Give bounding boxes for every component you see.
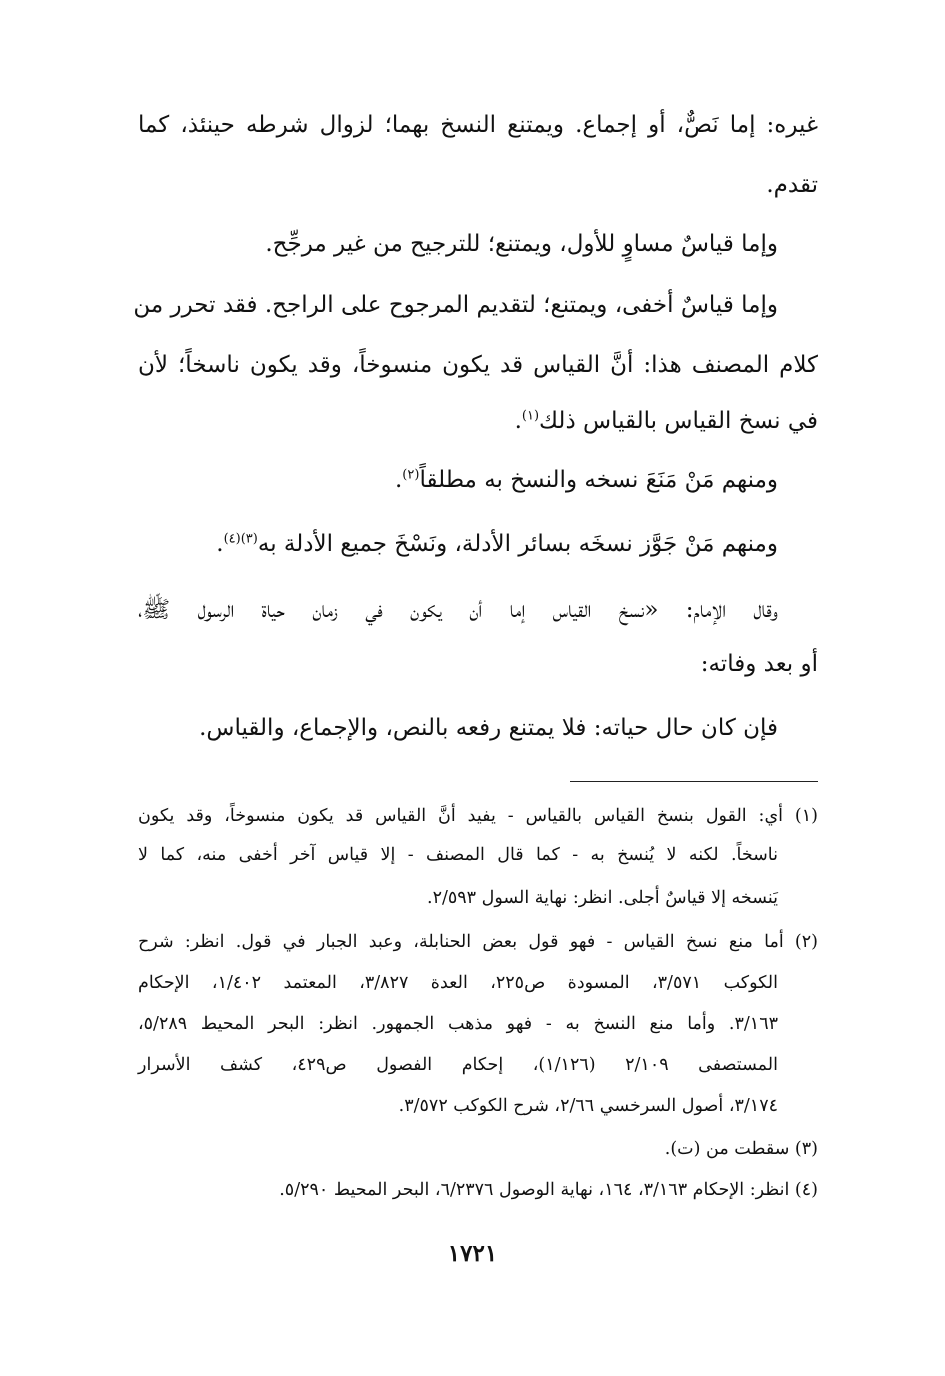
footnote-2-line-1: (٢) أما منع نسخ القياس - فهو قول بعض الحنابلة، وعبد الجبار في قول. انظر: شرح: [138, 932, 818, 952]
footnote-2-line-3: ٣/١٦٣. وأما منع النسخ به - فهو مذهب الجمهور. انظر: البحر المحيط ٥/٢٨٩،: [138, 1014, 778, 1034]
page-number: ١٧٢١: [447, 1240, 498, 1267]
footnote-4: (٤) انظر: الإحكام ٣/١٦٣، ١٦٤، نهاية الوصول ٦/٢٣٧٦، البحر المحيط ٥/٢٩٠.: [279, 1180, 818, 1200]
footnote-2-line-4: المستصفى ٢/١٠٩ (١/١٢٦)، إحكام الفصول ص٤٢٩، كشف الأسرار: [138, 1055, 778, 1075]
footnote-marker-3-4: (٣)(٤): [223, 531, 258, 547]
body-line-8-text: ومنهم مَنْ جَوَّز نسخَه بسائر الأدلة، ونَسْخَ جميع الأدلة به: [257, 531, 778, 557]
footnote-separator: [570, 781, 818, 782]
footnote-2-line-5: ٣/١٧٤، أصول السرخسي ٢/٦٦، شرح الكوكب ٣/٥٧٢.: [398, 1096, 778, 1116]
body-line-5: كلام المصنف هذا: أنَّ القياس قد يكون منسوخاً، وقد يكون ناسخاً؛ لأن: [138, 352, 818, 378]
body-line-2: تقدم.: [766, 172, 818, 198]
body-line-6-text: في نسخ القياس بالقياس ذلك: [539, 408, 818, 434]
footnote-2-line-2: الكوكب ٣/٥٧١، المسودة ص٢٢٥، العدة ٣/٨٢٧، المعتمد ١/٤٠٢، الإحكام: [138, 973, 778, 993]
body-line-11: فإن كان حال حياته: فلا يمتنع رفعه بالنص، والإجماع، والقياس.: [199, 715, 778, 741]
body-line-3: وإما قياسٌ مساوٍ للأول، ويمتنع؛ للترجيح من غير مرجِّح.: [265, 231, 778, 257]
body-line-7-text: ومنهم مَنْ مَنَعَ نسخه والنسخ به مطلقاً: [419, 467, 778, 493]
footnote-marker-1: (١): [521, 408, 540, 424]
footnote-marker-2: (٢): [402, 467, 420, 483]
footnote-1-line-1: (١) أي: القول بنسخ القياس بالقياس - يفيد أنَّ القياس قد يكون منسوخاً، وقد يكون: [138, 806, 818, 826]
body-line-6-end: .: [514, 408, 522, 434]
body-line-9: وقال الإمام: «نسخ القياس إما أن يكون في زمان حياة الرسول ﷺ،: [138, 597, 778, 623]
footnote-1-line-3: يَنسخه إلا قياسٌ أجلى. انظر: نهاية السول ٢/٥٩٣.: [427, 888, 778, 908]
footnote-3: (٣) سقطت من (ت).: [664, 1139, 818, 1159]
body-line-8: [138, 531, 818, 557]
body-line-4: وإما قياسٌ أخفى، ويمتنع؛ لتقديم المرجوح على الراجح. فقد تحرر من: [133, 292, 778, 318]
body-line-1: غيره: إما نَصٌّ، أو إجماع. ويمتنع النسخ بهما؛ لزوال شرطه حينئذ، كما: [138, 112, 818, 138]
body-line-10: أو بعد وفاته:: [700, 651, 818, 677]
footnote-1-line-2: ناسخاً. لكنه لا يُنسخ به - كما قال المصنف - إلا قياس آخر أخفى منه، كما لا: [138, 845, 778, 865]
body-line-6: [138, 408, 818, 434]
body-line-7-end: .: [394, 467, 403, 493]
body-line-7: [138, 467, 818, 493]
body-line-8-end: .: [216, 531, 224, 557]
